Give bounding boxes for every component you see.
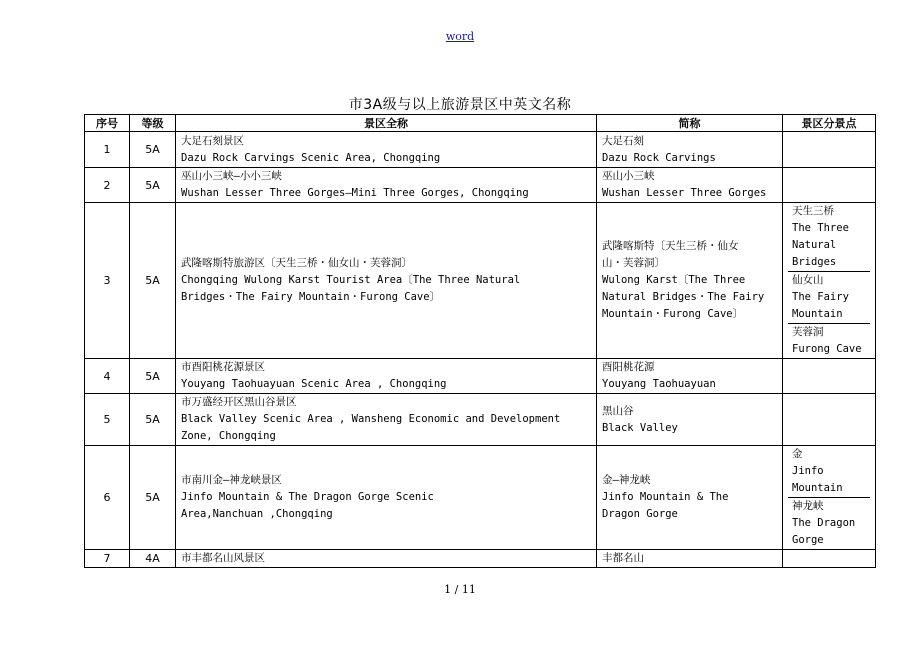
full-name-line: 市丰都名山风景区	[181, 552, 265, 564]
table-row	[85, 394, 876, 446]
short-name-line: 黑山谷	[602, 404, 634, 417]
spot-line: 神龙峡	[792, 500, 824, 512]
spot-line: The Dragon	[792, 517, 856, 529]
column-header: 景区全称	[176, 115, 597, 132]
full-name-line: Chongqing Wulong Karst Tourist Area〔The Three Natural	[181, 274, 521, 286]
spots-cell	[783, 203, 876, 359]
spot-subcell	[788, 272, 870, 324]
spots-cell	[783, 446, 876, 550]
spots-cell	[783, 168, 876, 203]
full-name-line: Dazu Rock Carvings Scenic Area, Chongqing	[181, 151, 441, 164]
row-number: 4	[85, 359, 130, 394]
full-name-line: Jinfo Mountain & The Dragon Gorge Scenic	[181, 491, 434, 503]
spot-subcell	[788, 446, 870, 498]
short-name-line: Black Valley	[602, 421, 678, 434]
scenic-area-table	[84, 114, 876, 568]
row-grade: 5A	[130, 359, 176, 394]
column-header: 等级	[130, 115, 176, 132]
short-name-cell	[597, 550, 783, 568]
short-name-line: Dazu Rock Carvings	[602, 151, 716, 164]
short-name-line: 巫山小三峡	[602, 170, 655, 182]
short-name-cell	[597, 203, 783, 359]
full-name-line: Bridges・The Fairy Mountain・Furong Cave〕	[181, 291, 441, 303]
row-number: 7	[85, 550, 130, 568]
full-name-line: 大足石刻景区	[181, 134, 244, 147]
short-name-line: Mountain・Furong Cave〕	[602, 308, 744, 320]
table-row	[85, 359, 876, 394]
full-name-line: 市酉阳桃花源景区	[181, 361, 265, 373]
row-grade: 5A	[130, 132, 176, 168]
row-number: 2	[85, 168, 130, 203]
full-name-cell	[176, 446, 597, 550]
table-row	[85, 203, 876, 359]
document-title: 市3A级与以上旅游景区中英文名称	[348, 97, 572, 113]
full-name-line: 武隆喀斯特旅游区〔天生三桥・仙女山・芙蓉洞〕	[181, 257, 412, 269]
short-name-line: 酉阳桃花源	[602, 361, 655, 373]
short-name-cell	[597, 446, 783, 550]
header-word-link[interactable]: word	[445, 30, 475, 43]
full-name-cell	[176, 203, 597, 359]
full-name-cell	[176, 132, 597, 168]
full-name-line: Wushan Lesser Three Gorges—Mini Three Gorges, Chongqing	[181, 187, 529, 199]
table-row	[85, 550, 876, 568]
short-name-line: Wulong Karst〔The Three	[602, 274, 746, 286]
column-header: 序号	[85, 115, 130, 132]
column-header: 简称	[597, 115, 783, 132]
full-name-line: 市万盛经开区黑山谷景区	[181, 396, 297, 408]
short-name-line: 丰都名山	[602, 552, 644, 564]
row-number: 6	[85, 446, 130, 550]
page-number: 1 / 11	[444, 583, 476, 596]
row-grade: 5A	[130, 446, 176, 550]
spots-cell	[783, 132, 876, 168]
short-name-cell	[597, 359, 783, 394]
short-name-cell	[597, 168, 783, 203]
short-name-line: Wushan Lesser Three Gorges	[602, 187, 767, 199]
spot-line: 金	[792, 448, 803, 460]
spots-cell	[783, 550, 876, 568]
full-name-line: 巫山小三峡—小小三峡	[181, 170, 282, 182]
short-name-line: Youyang Taohuayuan	[602, 378, 716, 390]
spots-cell	[783, 359, 876, 394]
column-header: 景区分景点	[783, 115, 876, 132]
row-grade: 4A	[130, 550, 176, 568]
row-number: 1	[85, 132, 130, 168]
spot-line: Gorge	[792, 534, 824, 546]
short-name-cell	[597, 394, 783, 446]
row-grade: 5A	[130, 394, 176, 446]
short-name-line: Dragon Gorge	[602, 508, 678, 520]
short-name-line: 金—神龙峡	[602, 474, 651, 486]
short-name-line: Jinfo Mountain & The	[602, 491, 729, 503]
short-name-line: Natural Bridges・The Fairy	[602, 291, 765, 303]
short-name-line: 武隆喀斯特〔天生三桥・仙女	[602, 240, 739, 252]
full-name-line: Youyang Taohuayuan Scenic Area , Chongqing	[181, 378, 447, 390]
spot-subcell	[788, 498, 870, 549]
spot-line: Natural	[792, 239, 837, 251]
spot-line: 仙女山	[792, 274, 824, 286]
short-name-line: 山・芙蓉洞〕	[602, 257, 665, 269]
spot-line: Mountain	[792, 308, 843, 320]
spot-subcell	[788, 203, 870, 272]
table-row	[85, 168, 876, 203]
full-name-line: Area,Nanchuan ,Chongqing	[181, 508, 333, 520]
spot-line: Jinfo	[792, 465, 824, 477]
row-grade: 5A	[130, 168, 176, 203]
row-grade: 5A	[130, 203, 176, 359]
full-name-cell	[176, 394, 597, 446]
short-name-cell	[597, 132, 783, 168]
spot-subcell	[788, 324, 870, 358]
full-name-line: Black Valley Scenic Area , Wansheng Economic and Development	[181, 413, 561, 425]
spots-cell	[783, 394, 876, 446]
table-header-row	[85, 115, 876, 132]
spot-line: 芙蓉洞	[792, 326, 824, 338]
full-name-line: 市南川金—神龙峡景区	[181, 474, 282, 486]
spot-line: Mountain	[792, 482, 843, 494]
spot-line: The Fairy	[792, 291, 849, 303]
spot-line: 天生三桥	[792, 205, 834, 217]
row-number: 3	[85, 203, 130, 359]
full-name-cell	[176, 550, 597, 568]
full-name-line: Zone, Chongqing	[181, 430, 276, 442]
spot-line: Bridges	[792, 256, 837, 268]
full-name-cell	[176, 168, 597, 203]
spot-line: Furong Cave	[792, 343, 862, 355]
table-row	[85, 446, 876, 550]
spot-line: The Three	[792, 222, 849, 234]
row-number: 5	[85, 394, 130, 446]
full-name-cell	[176, 359, 597, 394]
short-name-line: 大足石刻	[602, 134, 644, 147]
table-row	[85, 132, 876, 168]
